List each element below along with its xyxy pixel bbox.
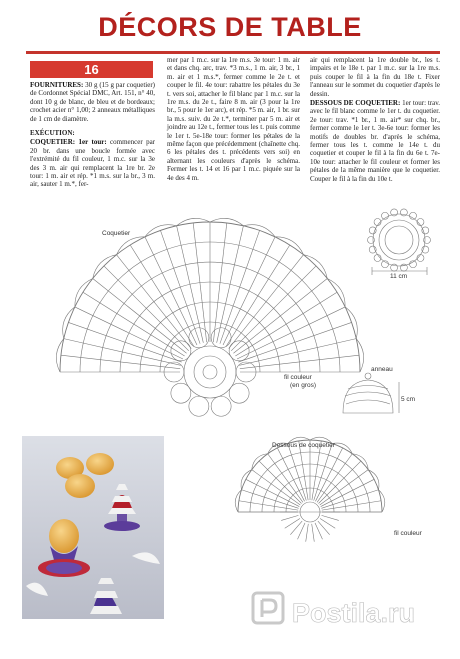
coquetier-diagram [56, 218, 363, 416]
dessous-diagram [235, 437, 385, 541]
execution-heading: EXÉCUTION: [30, 129, 75, 138]
label-dimension-height: 5 cm [401, 396, 416, 403]
label-fil-couleur-sub: (en gros) [290, 382, 317, 389]
col2-text: mer par 1 m.c. sur la 1re m.s. 3e tour: 1 m. air et dans chq. arc, trav. *3 m.s., 1 m. air, 3 br., 1 m. air et 1 m.s.*, fermer comme le 2e t. et couper le fil. 4e tour: rabattre les pétales du 3e t. vers soi, attacher le fil blanc par 1 m.c. sur la 1re m.s. du 2e t., faire 8 m. air (3 pour la 1re br., 5 pour le 1er arc), et rép. *5 m. air, 1 br. sur la m.s. suiv. du 2e t.*, terminer par 5 m. air et joindre au 12e t., fermer tous les t. puis comme le 1er t. 5e-18e tour: former les pétales de la même façon que précédemment (chaînette chq. 6 les pétales des t. précédents vers soi) en alternant les couleurs d'après le schéma. Fermer les t. 14 et 16 par 1 m.c. piquée sur la 4e des 4 m. [167, 56, 300, 182]
label-fil-couleur-2: fil couleur [394, 530, 422, 537]
tour1-label: 1er tour: [78, 138, 107, 147]
coquetier-label: COQUETIER: [30, 138, 76, 147]
eggcups-photo [22, 436, 164, 619]
col3-text-a: air qui remplacent la 1re double br., les t. impairs et le 18e t. par 1 m.c. sur la 1re m.s. puis couper le fil à la fin du 18e t. Fixer l'anneau sur le sommet du coquetier d'après le dessin. [310, 56, 440, 98]
col3-text-b: 1er tour: trav. avec le fil blanc comme le 1er t. du coquetier. 2e tour: trav. *1 br., 1 m. air* sur chq. br., fermer comme le 1er t. 3e-6e tour: former les motifs de doubles br. d'après le schéma, fermer tous les t. comme le 14e t. du coquetier et couper le fil à la fin du 6e t. 7e-10e tour: attacher le fil couleur et former les pétales de la même manière que le coquetier. Couper le fil à la fin du 10e t. [310, 99, 440, 183]
small-ring-diagram [368, 209, 431, 275]
coquetier-text: commencer par 20 br. dans une boucle formée avec l'extrémité du fil couleur, 1 m.c. sur la 3e des 3 m. air qui remplacent la 1re br. 2e tour: 1 m. air et rép. *1 m.s. sur la br., 3 m. air, sauter 1 m.*, fer- [30, 138, 156, 189]
fournitures-label: FOURNITURES: [30, 81, 84, 89]
watermark-text: Postila.ru [292, 598, 416, 628]
pattern-number-badge: 16 [30, 61, 153, 78]
label-fil-couleur: fil couleur [284, 374, 312, 381]
dessous-label: DESSOUS DE COQUETIER: [310, 99, 401, 108]
fournitures-text: 30 g (15 g par coquetier) de Cordonnet Spécial DMC, Art. 151, n° 40, dont 10 g de blanc, de bleu et de bordeaux; crochet acier n° 1,00; 2 anneaux métalliques de 1 cm de diamètre. [30, 81, 155, 123]
label-anneau: anneau [371, 366, 393, 373]
label-coquetier: Coquetier [102, 230, 131, 237]
page-title: DÉCORS DE TABLE [98, 12, 362, 42]
eggcup-shape-diagram [343, 373, 399, 413]
label-dimension-small: 11 cm [390, 273, 408, 280]
postila-logo-icon [250, 590, 286, 626]
label-dessous: Dessous de coquetier [272, 442, 335, 449]
